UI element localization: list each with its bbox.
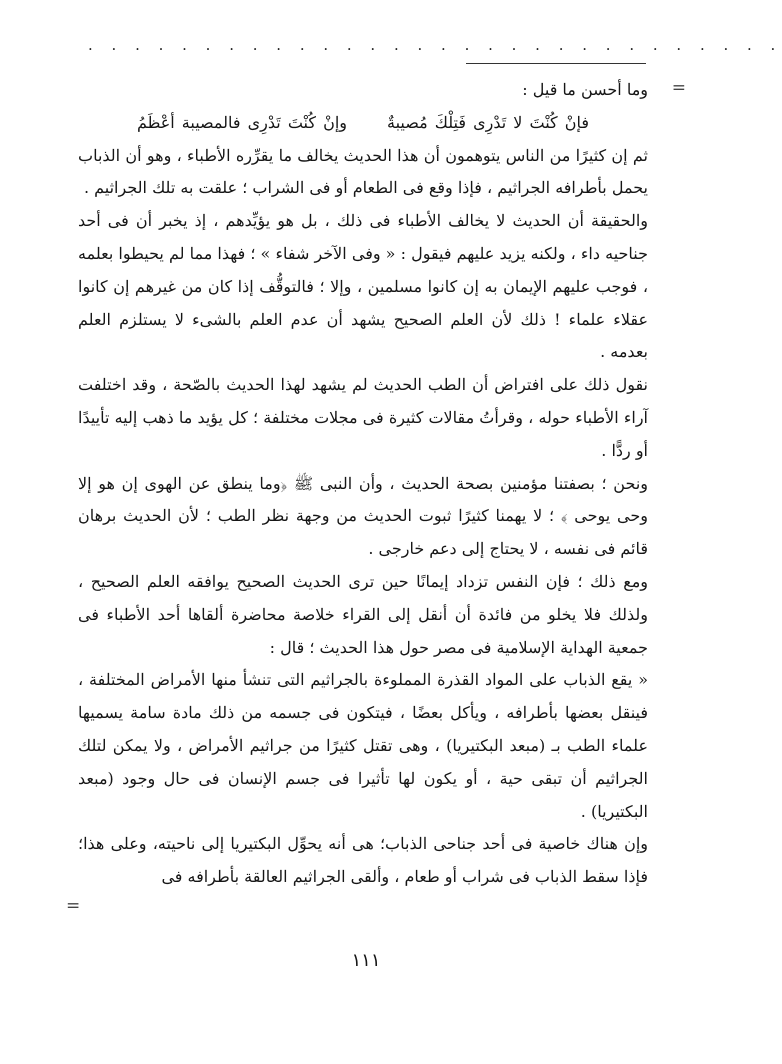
verse-second-hemistich: وإنْ كُنْتَ تَدْرِى فالمصيبة أعْظَمُ bbox=[136, 112, 347, 132]
paragraph-lecture-quote: « يقع الذباب على المواد القذرة المملوءة بالجراثيم التى تنشأ منها الأمراض المختلفة ، فينقل بعضها بأطرافه ، ويأكل بعضًا ، فيتكون فى جسمه من ذلك مادة سامة يسميها علماء الطب بـ (مبعد البكتيريا) ، وهى تقتل كثيرًا من جراثيم الأمراض ، ولا يمكن لتلك الجراثيم أن تبقى حية ، أو يكون لها تأثيرا فى جسم الإنسان فى حال وجود (مبعد البكتيريا) . bbox=[78, 670, 648, 821]
poetry-verse bbox=[78, 107, 648, 140]
paragraph-misconception: ثم إن كثيرًا من الناس يتوهمون أن هذا الحديث يخالف ما يقرِّره الأطباء ، وهو أن الذباب يحمل بأطرافه الجراثيم ، فإذا وقع فى الطعام أو فى الشراب ؛ علقت به تلك الجراثيم . bbox=[78, 145, 648, 198]
paragraph-assumption: نقول ذلك على افتراض أن الطب الحديث لم يشهد لهذا الحديث بالصّحة ، وقد اختلفت آراء الأطباء حوله ، وقرأتُ مقالات كثيرة فى مجلات مختلفة ؛ كل يؤيد ما ذهب إليه تأييدًا أو ردًّا . bbox=[78, 375, 648, 460]
page-body-text bbox=[78, 74, 648, 894]
top-dotted-divider: · · · · · · · · · · · · · · · · · · · · · · · · · · · · · · bbox=[88, 40, 782, 58]
right-margin-mark: = bbox=[671, 78, 686, 98]
verse-first-hemistich: فإنْ كُنْتَ لا تَدْرِى فَتِلْكَ مُصيبةٌ bbox=[387, 112, 590, 132]
paragraph-lecture-intro: ومع ذلك ؛ فإن النفس تزداد إيمانًا حين ترى الحديث الصحيح يوافقه العلم الصحيح ، ولذلك فلا يخلو من فائدة أن أنقل إلى القراء خلاصة محاضرة ألقاها أحد الأطباء فى جمعية الهداية الإسلامية فى مصر حول هذا الحديث ؛ قال : bbox=[78, 571, 648, 657]
left-margin-mark: = bbox=[66, 896, 81, 916]
paragraph-belief: ونحن ؛ بصفتنا مؤمنين بصحة الحديث ، وأن النبى ﷺ ﴿وما ينطق عن الهوى إن هو إلا وحى يوحى ﴾ ؛ لا يهمنا كثيرًا ثبوت الحديث من وجهة نظر الطب ؛ لأن الحديث برهان قائم فى نفسه ، لا يحتاج إلى دعم خارجى . bbox=[78, 473, 648, 559]
paragraph-wing-property: وإن هناك خاصية فى أحد جناحى الذباب؛ هى أنه يحوِّل البكتيريا إلى ناحيته، وعلى هذا؛ فإذا سقط الذباب فى شراب أو طعام ، وألقى الجراثيم العالقة بأطرافه فى bbox=[78, 834, 648, 887]
top-rule-line bbox=[466, 63, 646, 64]
paragraph-reality: والحقيقة أن الحديث لا يخالف الأطباء فى ذلك ، بل هو يؤيِّدهم ، إذ يخبر أن فى أحد جناحيه داء ، ولكنه يزيد عليهم فيقول : « وفى الآخر شفاء » ؛ فهذا مما لم يحيطوا بعلمه ، فوجب عليهم الإيمان به إن كانوا مسلمين ، وإلا ؛ فالتوقُّف إذا كان من غيرهم إن كانوا عقلاء علماء ! ذلك لأن العلم الصحيح يشهد أن عدم العلم بالشىء لا يستلزم العلم بعدمه . bbox=[78, 211, 648, 362]
page-number: ١١١ bbox=[351, 950, 381, 971]
intro-line: وما أحسن ما قيل : bbox=[522, 80, 648, 99]
